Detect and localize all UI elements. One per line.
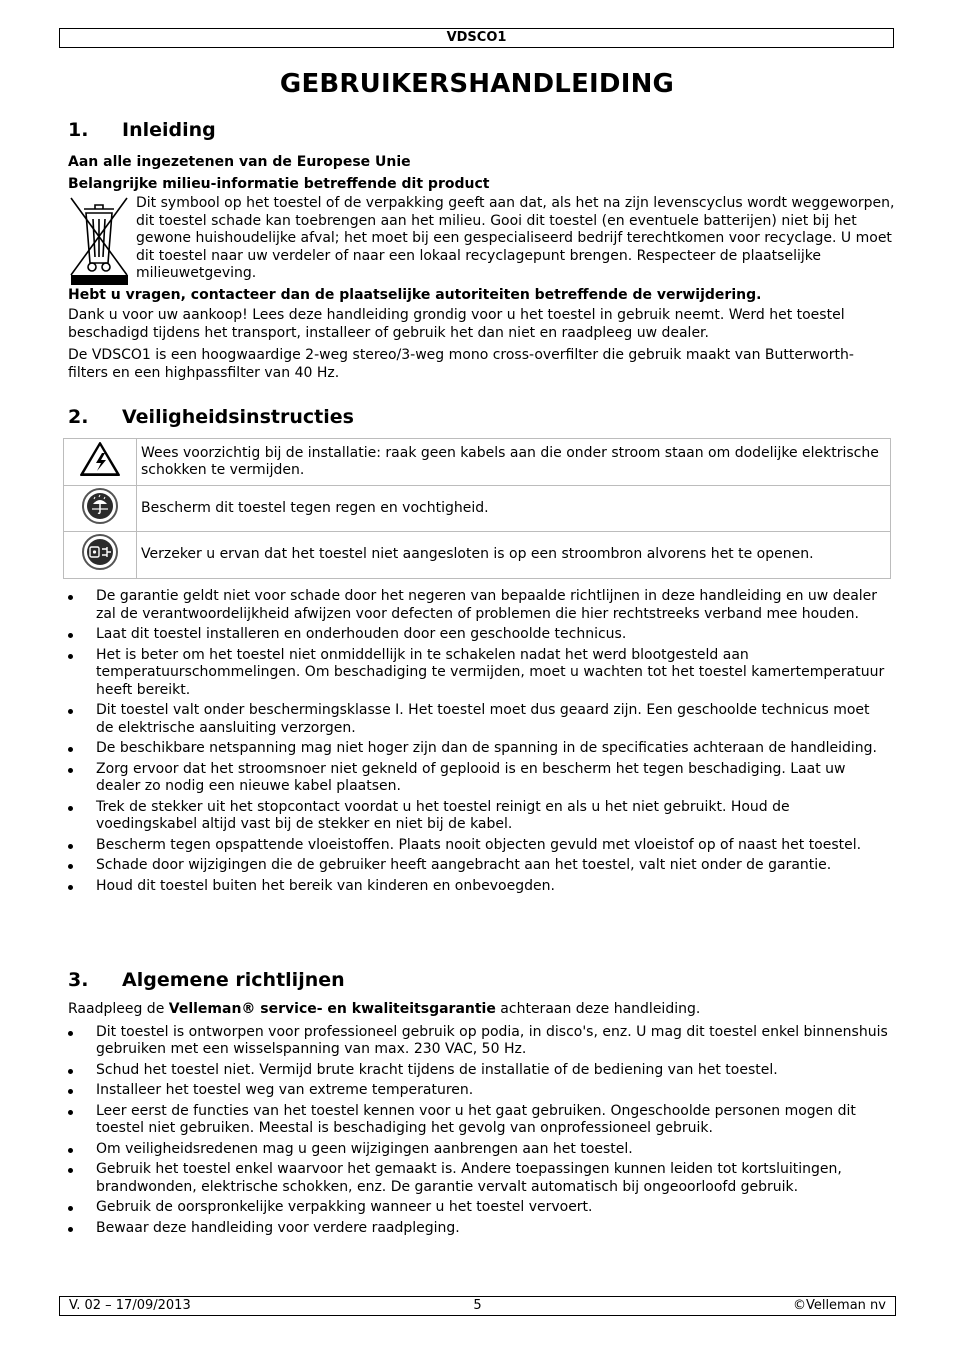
safety-row <box>64 532 891 579</box>
list-item: Houd dit toestel buiten het bereik van kinderen en onbevoegden. <box>68 878 888 896</box>
weee-text: Dit symbool op het toestel of de verpakking geeft aan dat, als het na zijn levenscyclus wordt weggeworpen, dit toestel schade kan toebrengen aan het milieu. Gooi dit toestel (en eventuele batterijen) niet bij het gewone huishoudelijke afval; het moet bij een gespecialiseerd bedrijf terechtkomen voor recyclage. U moet dit toestel naar uw verdeler of naar een lokaal recyclagepunt brengen. Respecteer de plaatselijke milieuwetgeving. <box>136 195 895 281</box>
warranty-reference: Raadpleeg de Velleman® service- en kwaliteitsgarantie achteraan deze handleiding. <box>68 1001 701 1017</box>
rain-protection-icon <box>81 487 119 525</box>
product-description: De VDSCO1 is een hoogwaardige 2-weg stereo/3-weg mono cross-overfilter die gebruik maakt van Butterworth-filters en een highpassfilter van 40 Hz. <box>68 347 854 381</box>
copyright: ©Velleman nv <box>792 1298 886 1313</box>
list-item: Het is beter om het toestel niet onmiddellijk in te schakelen nadat het werd blootgesteld aan temperatuurschommelingen. Om beschadiging te vermijden, moet u wachten tot het toestel kamertemperatuur heeft bereikt. <box>68 647 888 700</box>
list-item: Leer eerst de functies van het toestel kennen voor u het gaat gebruiken. Ongeschoolde personen mogen dit toestel niet gebruiken. Meestal is beschadiging het gevolg van onprofessioneel gebruik. <box>68 1103 888 1138</box>
weee-notice <box>68 195 895 283</box>
safety-text: Verzeker u ervan dat het toestel niet aangesloten is op een stroombron alvorens het te openen. <box>137 532 891 579</box>
safety-table <box>63 438 891 579</box>
list-item: Installeer het toestel weg van extreme temperaturen. <box>68 1082 888 1100</box>
section-heading: 1. Inleiding <box>68 119 216 141</box>
list-item: De garantie geldt niet voor schade door het negeren van bepaalde richtlijnen in deze handleiding en uw dealer zal de verantwoordelijkheid afwijzen voor defecten of problemen die hier rechtstreeks verband mee houden. <box>68 588 888 623</box>
list-item: Schud het toestel niet. Vermijd brute kracht tijdens de installatie of de bediening van het toestel. <box>68 1062 888 1080</box>
list-item: Zorg ervoor dat het stroomsnoer niet gekneld of geplooid is en bescherm het tegen beschadiging. Laat uw dealer zo nodig een nieuwe kabel plaatsen. <box>68 761 888 796</box>
list-item: Laat dit toestel installeren en onderhouden door een geschoolde technicus. <box>68 626 888 644</box>
section-algemeen <box>68 968 888 1240</box>
list-item: Gebruik de oorspronkelijke verpakking wanneer u het toestel vervoert. <box>68 1199 888 1217</box>
thanks-paragraph: Dank u voor uw aankoop! Lees deze handleiding grondig voor u het toestel in gebruik neemt. Werd het toestel beschadigd tijdens het transport, installeer of gebruik het dan niet en raadpleeg uw dealer. <box>68 307 845 341</box>
list-item: Om veiligheidsredenen mag u geen wijzigingen aanbrengen aan het toestel. <box>68 1141 888 1159</box>
list-item: Dit toestel valt onder beschermingsklasse I. Het toestel moet dus geaard zijn. Een geschoolde technicus moet de elektrische aansluiting verzorgen. <box>68 702 888 737</box>
section-veiligheid-heading <box>68 405 888 429</box>
list-item: Bescherm tegen opspattende vloeistoffen. Plaats nooit objecten gevuld met vloeistof op of naast het toestel. <box>68 837 888 855</box>
list-item: Gebruik het toestel enkel waarvoor het gemaakt is. Andere toepassingen kunnen leiden tot kortsluitingen, brandwonden, elektrische schokken, enz. De garantie vervalt automatisch bij ongeoorloofd gebruik. <box>68 1161 888 1196</box>
safety-text: Wees voorzichtig bij de installatie: raak geen kabels aan die onder stroom staan om dodelijke elektrische schokken te vermijden. <box>137 439 891 486</box>
section-inleiding <box>68 118 895 382</box>
disposal-question: Hebt u vragen, contacteer dan de plaatselijke autoriteiten betreffende de verwijdering. <box>68 287 762 303</box>
bullet-list <box>68 588 888 895</box>
product-code: VDSCO1 <box>446 30 507 45</box>
section-heading: 3. Algemene richtlijnen <box>68 969 345 991</box>
environment-heading: Belangrijke milieu-informatie betreffende dit product <box>68 176 490 192</box>
page-header <box>59 28 894 48</box>
list-item: De beschikbare netspanning mag niet hoger zijn dan de spanning in de specificaties achteraan de handleiding. <box>68 740 888 758</box>
document-title: GEBRUIKERSHANDLEIDING <box>279 69 675 99</box>
safety-row <box>64 439 891 486</box>
list-item: Dit toestel is ontworpen voor professioneel gebruik op podia, in disco's, enz. U mag dit toestel enkel binnenshuis gebruiken met een wisselspanning van max. 230 VAC, 50 Hz. <box>68 1024 888 1059</box>
list-item: Bewaar deze handleiding voor verdere raadpleging. <box>68 1220 888 1238</box>
safety-text: Bescherm dit toestel tegen regen en vochtigheid. <box>137 486 891 532</box>
safety-bullets <box>68 588 888 898</box>
list-item: Schade door wijzigingen die de gebruiker heeft aangebracht aan het toestel, valt niet onder de garantie. <box>68 857 888 875</box>
unplug-power-icon <box>81 533 119 571</box>
bullet-list <box>68 1024 888 1238</box>
page-footer <box>59 1296 896 1316</box>
list-item: Trek de stekker uit het stopcontact voordat u het toestel reinigt en als u het niet gebruikt. Houd de voedingskabel altijd vast bij de stekker en niet bij de kabel. <box>68 799 888 834</box>
eu-heading: Aan alle ingezetenen van de Europese Unie <box>68 154 411 170</box>
section-heading: 2. Veiligheidsinstructies <box>68 406 354 428</box>
safety-row <box>64 486 891 532</box>
electric-shock-warning-icon <box>79 441 121 477</box>
crossed-out-bin-icon <box>68 195 130 287</box>
version-date: V. 02 – 17/09/2013 <box>69 1298 191 1313</box>
page-number: 5 <box>473 1298 482 1313</box>
